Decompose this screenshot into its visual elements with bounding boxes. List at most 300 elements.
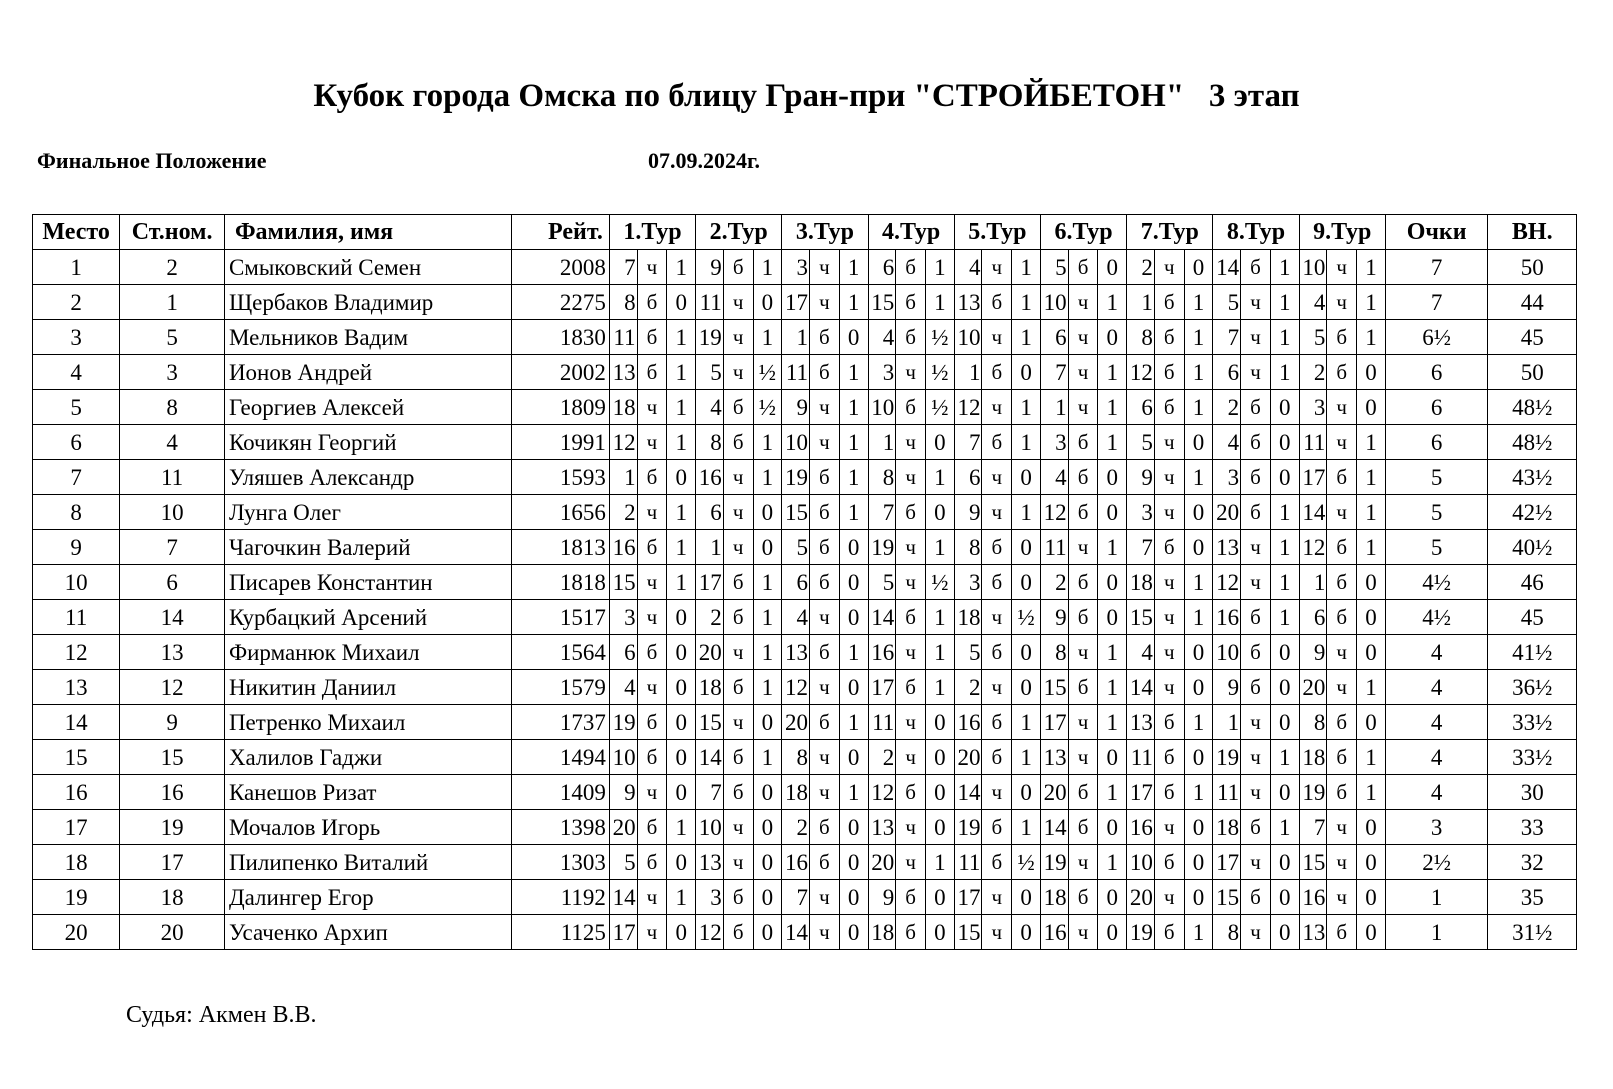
round-color-cell: ч xyxy=(637,390,667,425)
round-result-cell: 1 xyxy=(1270,565,1299,600)
round-result-cell: ½ xyxy=(1012,845,1041,880)
header-round-9: 9.Тур xyxy=(1299,215,1385,250)
round-result-cell: 0 xyxy=(667,285,696,320)
round-result-cell: 1 xyxy=(839,250,868,285)
round-opponent-cell: 2 xyxy=(1299,355,1327,390)
round-opponent-cell: 13 xyxy=(1127,705,1155,740)
round-color-cell: ч xyxy=(1241,565,1271,600)
round-color-cell: ч xyxy=(637,250,667,285)
round-opponent-cell: 7 xyxy=(1299,810,1327,845)
round-result-cell: 0 xyxy=(839,810,868,845)
round-result-cell: 0 xyxy=(1098,600,1127,635)
round-opponent-cell: 18 xyxy=(1127,565,1155,600)
tiebreak-cell: 33½ xyxy=(1488,705,1577,740)
round-opponent-cell: 16 xyxy=(696,460,724,495)
round-opponent-cell: 8 xyxy=(609,285,637,320)
table-row xyxy=(33,530,1577,565)
round-result-cell: 0 xyxy=(839,740,868,775)
points-cell: 6½ xyxy=(1385,320,1488,355)
round-result-cell: 1 xyxy=(1098,670,1127,705)
round-opponent-cell: 20 xyxy=(868,845,896,880)
round-opponent-cell: 18 xyxy=(868,915,896,950)
round-color-cell: ч xyxy=(723,285,753,320)
points-cell: 4½ xyxy=(1385,600,1488,635)
round-result-cell: ½ xyxy=(925,565,954,600)
round-color-cell: ч xyxy=(982,600,1012,635)
round-opponent-cell: 13 xyxy=(868,810,896,845)
header-start-number: Ст.ном. xyxy=(120,215,225,250)
player-name-cell: Щербаков Владимир xyxy=(224,285,511,320)
round-color-cell: б xyxy=(1154,845,1184,880)
round-result-cell: 1 xyxy=(1098,390,1127,425)
rating-cell: 1830 xyxy=(512,320,610,355)
round-opponent-cell: 8 xyxy=(1299,705,1327,740)
rating-cell: 1494 xyxy=(512,740,610,775)
tiebreak-cell: 48½ xyxy=(1488,390,1577,425)
round-opponent-cell: 16 xyxy=(1127,810,1155,845)
round-opponent-cell: 8 xyxy=(696,425,724,460)
round-opponent-cell: 19 xyxy=(1299,775,1327,810)
round-opponent-cell: 4 xyxy=(782,600,810,635)
round-opponent-cell: 19 xyxy=(1213,740,1241,775)
round-opponent-cell: 17 xyxy=(782,285,810,320)
round-opponent-cell: 20 xyxy=(1299,670,1327,705)
round-color-cell: ч xyxy=(982,390,1012,425)
round-opponent-cell: 2 xyxy=(1040,565,1068,600)
round-color-cell: ч xyxy=(982,775,1012,810)
round-result-cell: 0 xyxy=(1184,845,1213,880)
round-result-cell: 0 xyxy=(839,670,868,705)
round-result-cell: 0 xyxy=(839,565,868,600)
rating-cell: 1564 xyxy=(512,635,610,670)
round-color-cell: б xyxy=(1241,460,1271,495)
round-color-cell: ч xyxy=(1154,495,1184,530)
round-color-cell: б xyxy=(982,425,1012,460)
round-result-cell: 1 xyxy=(839,495,868,530)
round-opponent-cell: 15 xyxy=(782,495,810,530)
header-round-8: 8.Тур xyxy=(1213,215,1299,250)
round-result-cell: 0 xyxy=(1357,635,1386,670)
round-opponent-cell: 17 xyxy=(696,565,724,600)
table-row xyxy=(33,635,1577,670)
round-color-cell: ч xyxy=(896,705,926,740)
round-result-cell: 1 xyxy=(1357,530,1386,565)
player-name-cell: Кочикян Георгий xyxy=(224,425,511,460)
place-cell: 11 xyxy=(33,600,120,635)
round-result-cell: 0 xyxy=(1357,810,1386,845)
round-opponent-cell: 3 xyxy=(696,880,724,915)
round-color-cell: ч xyxy=(723,530,753,565)
rating-cell: 1809 xyxy=(512,390,610,425)
round-color-cell: б xyxy=(982,355,1012,390)
round-color-cell: б xyxy=(982,635,1012,670)
round-result-cell: 0 xyxy=(667,915,696,950)
round-color-cell: б xyxy=(896,250,926,285)
round-color-cell: б xyxy=(810,355,840,390)
round-result-cell: 1 xyxy=(1357,670,1386,705)
header-round-1: 1.Тур xyxy=(609,215,695,250)
round-opponent-cell: 1 xyxy=(1040,390,1068,425)
start-number-cell: 12 xyxy=(120,670,225,705)
round-opponent-cell: 17 xyxy=(1127,775,1155,810)
round-color-cell: б xyxy=(1068,495,1098,530)
round-color-cell: ч xyxy=(723,320,753,355)
round-color-cell: ч xyxy=(1068,705,1098,740)
round-color-cell: б xyxy=(1068,880,1098,915)
round-color-cell: ч xyxy=(982,495,1012,530)
round-opponent-cell: 5 xyxy=(696,355,724,390)
round-opponent-cell: 14 xyxy=(1299,495,1327,530)
round-result-cell: 1 xyxy=(925,600,954,635)
round-opponent-cell: 7 xyxy=(782,880,810,915)
player-name-cell: Пилипенко Виталий xyxy=(224,845,511,880)
round-opponent-cell: 3 xyxy=(609,600,637,635)
round-opponent-cell: 5 xyxy=(609,845,637,880)
round-result-cell: 0 xyxy=(1357,565,1386,600)
round-result-cell: 1 xyxy=(1357,320,1386,355)
round-opponent-cell: 2 xyxy=(782,810,810,845)
round-opponent-cell: 19 xyxy=(696,320,724,355)
round-result-cell: 1 xyxy=(1098,355,1127,390)
round-result-cell: 1 xyxy=(1357,425,1386,460)
start-number-cell: 3 xyxy=(120,355,225,390)
round-color-cell: б xyxy=(896,775,926,810)
round-opponent-cell: 1 xyxy=(868,425,896,460)
round-result-cell: 0 xyxy=(1184,740,1213,775)
header-row xyxy=(33,215,1577,250)
table-row xyxy=(33,880,1577,915)
round-opponent-cell: 15 xyxy=(1127,600,1155,635)
table-row xyxy=(33,775,1577,810)
round-opponent-cell: 14 xyxy=(1213,250,1241,285)
round-result-cell: 1 xyxy=(1270,285,1299,320)
round-result-cell: 0 xyxy=(1098,320,1127,355)
round-opponent-cell: 17 xyxy=(1040,705,1068,740)
start-number-cell: 20 xyxy=(120,915,225,950)
round-result-cell: 0 xyxy=(753,495,782,530)
round-result-cell: 0 xyxy=(925,880,954,915)
round-result-cell: 1 xyxy=(1357,250,1386,285)
round-color-cell: ч xyxy=(1327,810,1357,845)
round-result-cell: 0 xyxy=(839,845,868,880)
round-opponent-cell: 9 xyxy=(696,250,724,285)
player-name-cell: Усаченко Архип xyxy=(224,915,511,950)
rating-cell: 1192 xyxy=(512,880,610,915)
player-name-cell: Далингер Егор xyxy=(224,880,511,915)
round-opponent-cell: 5 xyxy=(782,530,810,565)
round-color-cell: б xyxy=(982,810,1012,845)
player-name-cell: Уляшев Александр xyxy=(224,460,511,495)
round-result-cell: 1 xyxy=(1098,530,1127,565)
round-opponent-cell: 16 xyxy=(954,705,982,740)
round-opponent-cell: 17 xyxy=(1213,845,1241,880)
round-color-cell: б xyxy=(1154,355,1184,390)
round-opponent-cell: 18 xyxy=(696,670,724,705)
round-result-cell: 0 xyxy=(1184,495,1213,530)
round-color-cell: ч xyxy=(1327,670,1357,705)
round-result-cell: 1 xyxy=(753,600,782,635)
round-color-cell: б xyxy=(810,460,840,495)
round-result-cell: 0 xyxy=(839,600,868,635)
rating-cell: 1656 xyxy=(512,495,610,530)
round-opponent-cell: 6 xyxy=(954,460,982,495)
header-round-2: 2.Тур xyxy=(696,215,782,250)
round-opponent-cell: 3 xyxy=(782,250,810,285)
start-number-cell: 2 xyxy=(120,250,225,285)
place-cell: 20 xyxy=(33,915,120,950)
round-result-cell: 1 xyxy=(839,355,868,390)
tiebreak-cell: 30 xyxy=(1488,775,1577,810)
round-color-cell: ч xyxy=(1068,355,1098,390)
round-opponent-cell: 3 xyxy=(954,565,982,600)
rating-cell: 1409 xyxy=(512,775,610,810)
round-color-cell: б xyxy=(1068,425,1098,460)
round-opponent-cell: 20 xyxy=(696,635,724,670)
round-result-cell: 0 xyxy=(1184,425,1213,460)
round-opponent-cell: 14 xyxy=(609,880,637,915)
start-number-cell: 4 xyxy=(120,425,225,460)
round-opponent-cell: 16 xyxy=(1040,915,1068,950)
round-opponent-cell: 8 xyxy=(1127,320,1155,355)
round-opponent-cell: 11 xyxy=(782,355,810,390)
round-opponent-cell: 18 xyxy=(1040,880,1068,915)
round-color-cell: ч xyxy=(896,460,926,495)
round-color-cell: б xyxy=(1327,530,1357,565)
round-color-cell: б xyxy=(1327,775,1357,810)
round-color-cell: б xyxy=(1327,705,1357,740)
round-opponent-cell: 16 xyxy=(782,845,810,880)
round-color-cell: ч xyxy=(982,250,1012,285)
round-result-cell: 0 xyxy=(1184,880,1213,915)
round-color-cell: ч xyxy=(1154,635,1184,670)
round-result-cell: 1 xyxy=(1270,355,1299,390)
round-result-cell: 1 xyxy=(839,390,868,425)
player-name-cell: Мельников Вадим xyxy=(224,320,511,355)
round-result-cell: 1 xyxy=(1184,705,1213,740)
round-result-cell: 1 xyxy=(1184,390,1213,425)
round-result-cell: 0 xyxy=(667,775,696,810)
round-color-cell: ч xyxy=(1241,530,1271,565)
round-result-cell: 0 xyxy=(1098,740,1127,775)
round-color-cell: б xyxy=(896,880,926,915)
round-opponent-cell: 19 xyxy=(868,530,896,565)
rating-cell: 2275 xyxy=(512,285,610,320)
round-result-cell: 1 xyxy=(1270,600,1299,635)
round-color-cell: ч xyxy=(810,425,840,460)
round-opponent-cell: 16 xyxy=(1299,880,1327,915)
round-opponent-cell: 8 xyxy=(782,740,810,775)
round-color-cell: б xyxy=(982,285,1012,320)
round-opponent-cell: 10 xyxy=(1127,845,1155,880)
points-cell: 5 xyxy=(1385,495,1488,530)
round-opponent-cell: 13 xyxy=(1040,740,1068,775)
start-number-cell: 9 xyxy=(120,705,225,740)
round-result-cell: 1 xyxy=(667,355,696,390)
tiebreak-cell: 46 xyxy=(1488,565,1577,600)
round-opponent-cell: 4 xyxy=(868,320,896,355)
round-opponent-cell: 11 xyxy=(1040,530,1068,565)
round-color-cell: ч xyxy=(810,670,840,705)
round-color-cell: б xyxy=(723,250,753,285)
tiebreak-cell: 44 xyxy=(1488,285,1577,320)
round-opponent-cell: 2 xyxy=(1127,250,1155,285)
round-result-cell: 1 xyxy=(1270,495,1299,530)
table-row xyxy=(33,915,1577,950)
round-result-cell: 1 xyxy=(1012,810,1041,845)
round-opponent-cell: 10 xyxy=(954,320,982,355)
round-opponent-cell: 15 xyxy=(868,285,896,320)
round-color-cell: ч xyxy=(896,565,926,600)
round-opponent-cell: 14 xyxy=(696,740,724,775)
place-cell: 3 xyxy=(33,320,120,355)
round-opponent-cell: 18 xyxy=(1299,740,1327,775)
start-number-cell: 7 xyxy=(120,530,225,565)
points-cell: 6 xyxy=(1385,425,1488,460)
round-result-cell: 0 xyxy=(753,285,782,320)
round-opponent-cell: 19 xyxy=(782,460,810,495)
round-color-cell: б xyxy=(1154,285,1184,320)
round-result-cell: 1 xyxy=(1098,285,1127,320)
round-result-cell: 1 xyxy=(1270,530,1299,565)
round-color-cell: б xyxy=(1241,600,1271,635)
points-cell: 1 xyxy=(1385,915,1488,950)
round-color-cell: ч xyxy=(982,460,1012,495)
round-result-cell: 1 xyxy=(1184,915,1213,950)
round-opponent-cell: 5 xyxy=(1127,425,1155,460)
round-opponent-cell: 1 xyxy=(696,530,724,565)
round-result-cell: 0 xyxy=(1357,845,1386,880)
round-result-cell: 1 xyxy=(1270,320,1299,355)
round-color-cell: б xyxy=(637,635,667,670)
round-result-cell: 1 xyxy=(1184,285,1213,320)
round-result-cell: 1 xyxy=(667,425,696,460)
round-color-cell: б xyxy=(723,775,753,810)
round-color-cell: ч xyxy=(1154,670,1184,705)
table-row xyxy=(33,425,1577,460)
round-color-cell: б xyxy=(637,320,667,355)
round-color-cell: ч xyxy=(637,670,667,705)
player-name-cell: Фирманюк Михаил xyxy=(224,635,511,670)
round-result-cell: 0 xyxy=(1184,670,1213,705)
round-color-cell: ч xyxy=(810,915,840,950)
round-color-cell: б xyxy=(1327,320,1357,355)
round-result-cell: 1 xyxy=(1098,635,1127,670)
round-result-cell: 0 xyxy=(667,670,696,705)
round-result-cell: 1 xyxy=(925,460,954,495)
round-result-cell: 0 xyxy=(667,845,696,880)
round-result-cell: 0 xyxy=(1357,600,1386,635)
round-opponent-cell: 17 xyxy=(1299,460,1327,495)
round-result-cell: 0 xyxy=(925,915,954,950)
round-opponent-cell: 1 xyxy=(954,355,982,390)
round-result-cell: 1 xyxy=(1270,810,1299,845)
tiebreak-cell: 36½ xyxy=(1488,670,1577,705)
round-color-cell: ч xyxy=(1327,880,1357,915)
round-opponent-cell: 12 xyxy=(1299,530,1327,565)
round-result-cell: 1 xyxy=(1098,705,1127,740)
round-result-cell: 1 xyxy=(925,530,954,565)
round-result-cell: 1 xyxy=(753,460,782,495)
player-name-cell: Лунга Олег xyxy=(224,495,511,530)
round-result-cell: 0 xyxy=(925,705,954,740)
round-result-cell: 0 xyxy=(1357,880,1386,915)
round-color-cell: ч xyxy=(723,705,753,740)
round-result-cell: 0 xyxy=(667,705,696,740)
round-opponent-cell: 10 xyxy=(1299,250,1327,285)
round-opponent-cell: 2 xyxy=(696,600,724,635)
round-opponent-cell: 1 xyxy=(782,320,810,355)
round-color-cell: б xyxy=(1241,495,1271,530)
round-color-cell: ч xyxy=(810,285,840,320)
round-result-cell: 0 xyxy=(1270,425,1299,460)
round-result-cell: 0 xyxy=(1270,845,1299,880)
round-result-cell: 0 xyxy=(1012,355,1041,390)
round-color-cell: ч xyxy=(1327,495,1357,530)
header-round-3: 3.Тур xyxy=(782,215,868,250)
table-row xyxy=(33,600,1577,635)
round-opponent-cell: 11 xyxy=(1213,775,1241,810)
round-result-cell: 0 xyxy=(667,460,696,495)
points-cell: 4 xyxy=(1385,740,1488,775)
round-color-cell: ч xyxy=(1068,635,1098,670)
round-color-cell: ч xyxy=(896,530,926,565)
round-color-cell: ч xyxy=(723,810,753,845)
round-color-cell: б xyxy=(1068,460,1098,495)
place-cell: 19 xyxy=(33,880,120,915)
round-opponent-cell: 5 xyxy=(868,565,896,600)
round-color-cell: б xyxy=(810,845,840,880)
round-opponent-cell: 11 xyxy=(954,845,982,880)
round-color-cell: б xyxy=(637,810,667,845)
round-result-cell: 1 xyxy=(1012,705,1041,740)
round-color-cell: б xyxy=(982,530,1012,565)
round-color-cell: ч xyxy=(1068,845,1098,880)
round-result-cell: 1 xyxy=(925,250,954,285)
round-result-cell: 0 xyxy=(1270,705,1299,740)
round-result-cell: 1 xyxy=(839,425,868,460)
round-opponent-cell: 2 xyxy=(609,495,637,530)
tiebreak-cell: 33 xyxy=(1488,810,1577,845)
round-opponent-cell: 20 xyxy=(782,705,810,740)
round-opponent-cell: 7 xyxy=(1213,320,1241,355)
round-opponent-cell: 9 xyxy=(782,390,810,425)
round-result-cell: 0 xyxy=(1098,250,1127,285)
round-color-cell: б xyxy=(1068,600,1098,635)
round-color-cell: ч xyxy=(896,425,926,460)
table-row xyxy=(33,705,1577,740)
round-color-cell: ч xyxy=(1068,915,1098,950)
points-cell: 7 xyxy=(1385,250,1488,285)
round-opponent-cell: 1 xyxy=(609,460,637,495)
round-color-cell: ч xyxy=(1241,775,1271,810)
round-color-cell: б xyxy=(723,915,753,950)
round-color-cell: б xyxy=(982,565,1012,600)
round-opponent-cell: 11 xyxy=(609,320,637,355)
rating-cell: 2002 xyxy=(512,355,610,390)
table-row xyxy=(33,285,1577,320)
round-color-cell: ч xyxy=(723,495,753,530)
round-color-cell: ч xyxy=(1068,530,1098,565)
round-result-cell: 0 xyxy=(925,810,954,845)
round-result-cell: 1 xyxy=(667,250,696,285)
round-color-cell: ч xyxy=(1154,425,1184,460)
round-opponent-cell: 1 xyxy=(1127,285,1155,320)
tiebreak-cell: 33½ xyxy=(1488,740,1577,775)
rating-cell: 1579 xyxy=(512,670,610,705)
player-name-cell: Писарев Константин xyxy=(224,565,511,600)
round-color-cell: б xyxy=(1327,600,1357,635)
round-result-cell: 1 xyxy=(839,460,868,495)
